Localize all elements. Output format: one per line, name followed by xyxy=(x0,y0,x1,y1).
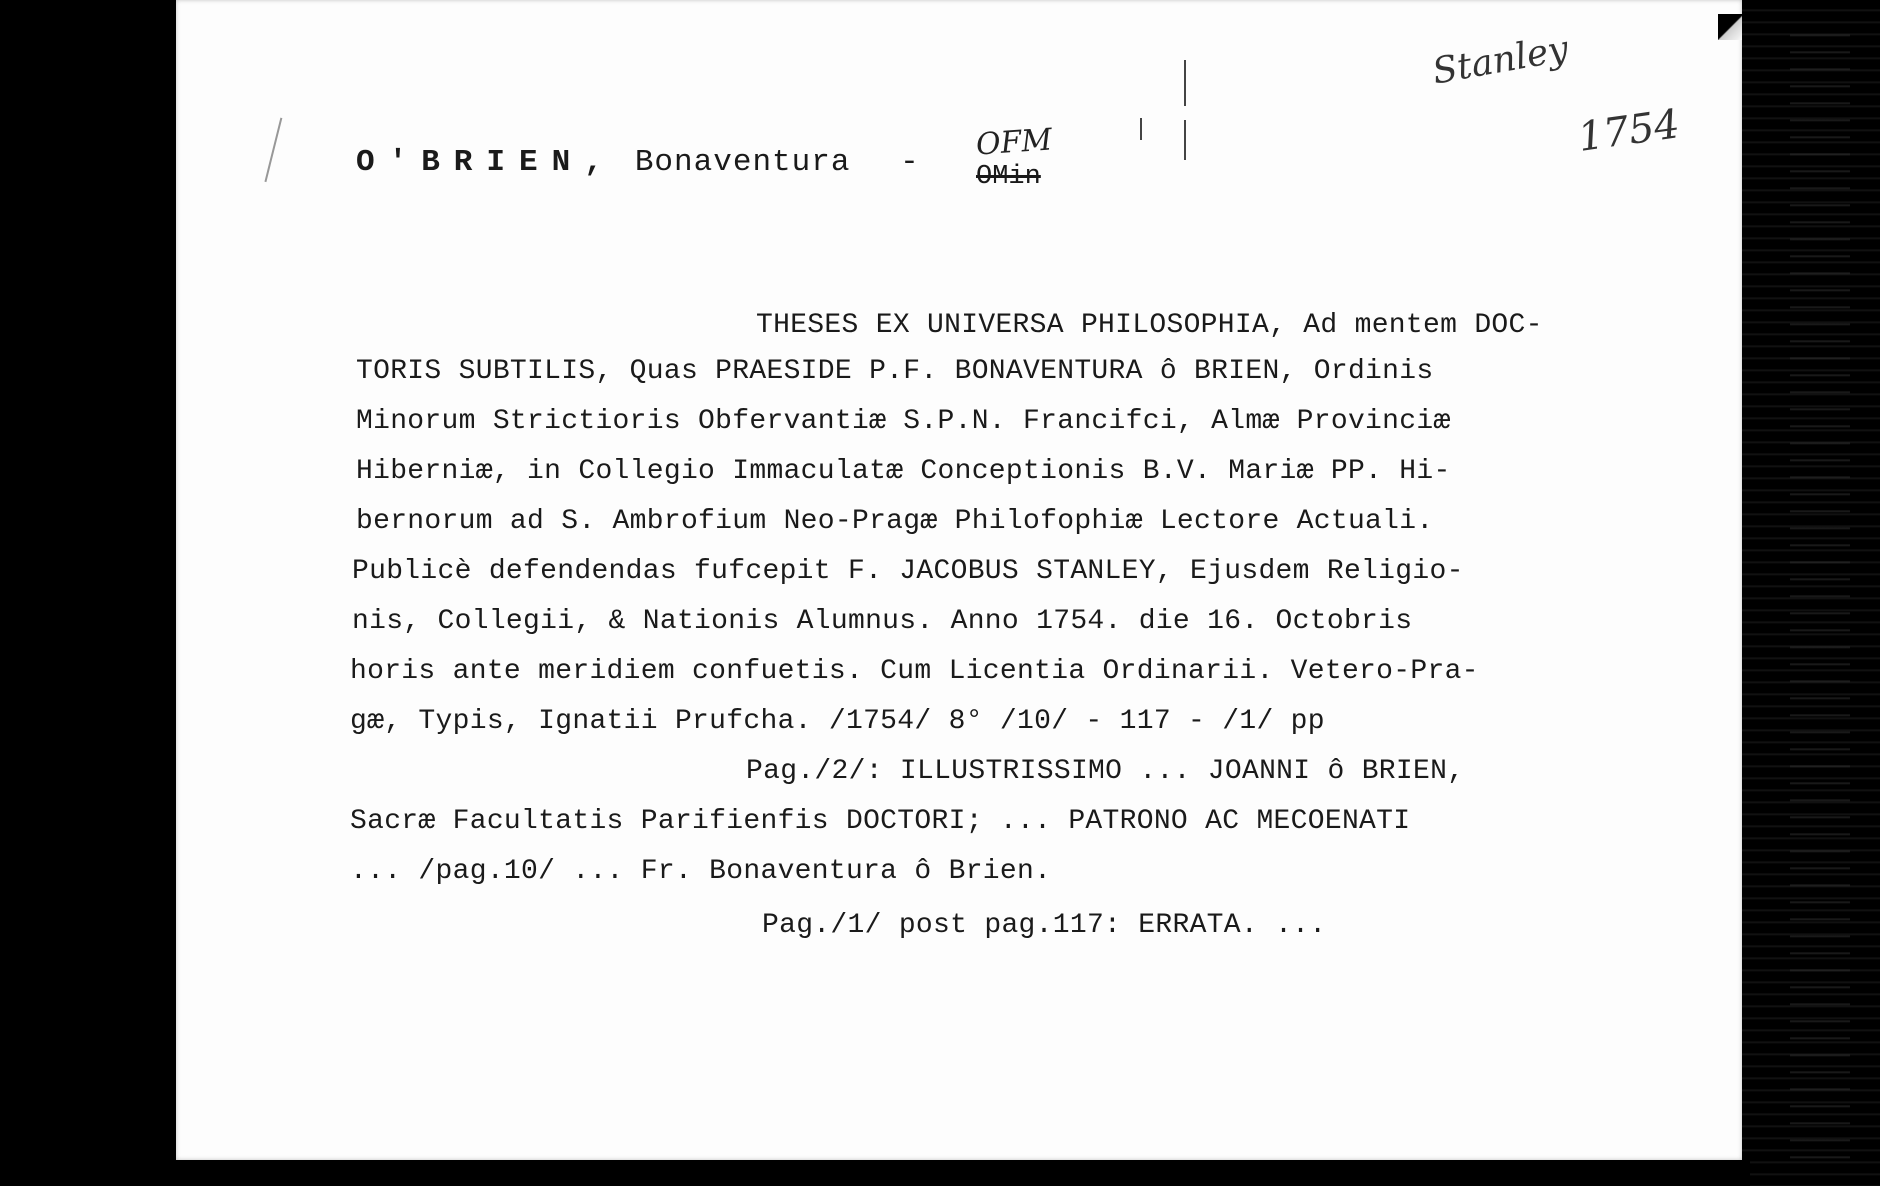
body-line: Pag./2/: ILLUSTRISSIMO ... JOANNI ô BRIEN, xyxy=(746,756,1465,787)
body-line: THESES EX UNIVERSA PHILOSOPHIA, Ad mentem DOC- xyxy=(756,310,1543,341)
author-surname: O'BRIEN, xyxy=(356,145,617,180)
body-line: TORIS SUBTILIS, Quas PRAESIDE P.F. BONAVENTURA ô BRIEN, Ordinis xyxy=(356,356,1434,387)
body-line: Sacræ Facultatis Parifienfis DOCTORI; ... PATRONO AC MECOENATI xyxy=(350,806,1411,837)
handwritten-name: Stanley xyxy=(1429,28,1572,93)
scan-noise xyxy=(1790,20,1850,1160)
body-line: nis, Collegii, & Nationis Alumnus. Anno 1754. die 16. Octobris xyxy=(352,606,1413,637)
heading-dash: - xyxy=(900,145,920,180)
pencil-tick xyxy=(1184,120,1186,160)
order-struck: OMin xyxy=(976,162,1041,192)
body-line: Minorum Strictioris Obfervantiæ S.P.N. Francifci, Almæ Provinciæ xyxy=(356,406,1451,437)
body-line: Publicè defendendas fufcepit F. JACOBUS STANLEY, Ejusdem Religio- xyxy=(352,556,1464,587)
order-handwritten: OFM xyxy=(974,122,1054,163)
body-line: horis ante meridiem confuetis. Cum Licentia Ordinarii. Vetero-Pra- xyxy=(350,656,1479,687)
pencil-tick xyxy=(1140,118,1142,140)
card-heading xyxy=(356,145,920,180)
handwritten-year: 1754 xyxy=(1575,101,1683,161)
pencil-tick xyxy=(1184,60,1186,106)
body-line: gæ, Typis, Ignatii Prufcha. /1754/ 8° /10/ - 117 - /1/ pp xyxy=(350,706,1325,737)
body-line: Pag./1/ post pag.117: ERRATA. ... xyxy=(762,910,1327,941)
scan-bottom-edge xyxy=(150,1160,1750,1186)
body-line: Hiberniæ, in Collegio Immaculatæ Conceptionis B.V. Mariæ PP. Hi- xyxy=(356,456,1451,487)
body-line: ... /pag.10/ ... Fr. Bonaventura ô Brien. xyxy=(350,856,1052,887)
card-corner xyxy=(1718,14,1744,40)
author-given-name: Bonaventura xyxy=(634,145,851,180)
body-line: bernorum ad S. Ambrofium Neo-Pragæ Philofophiæ Lectore Actuali. xyxy=(356,506,1434,537)
